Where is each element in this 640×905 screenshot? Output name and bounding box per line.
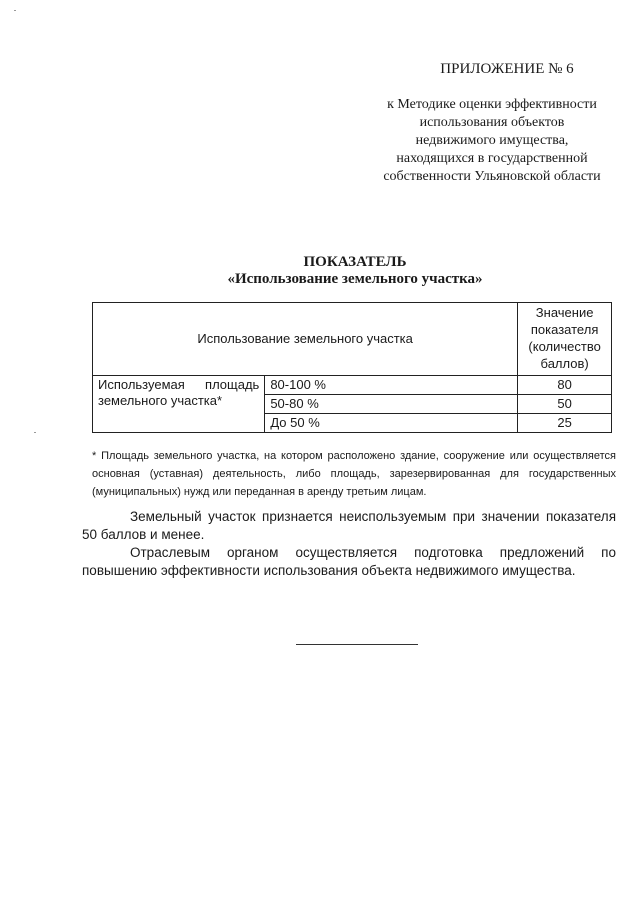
- indicator-table: [92, 302, 612, 433]
- appendix-line: недвижимого имущества,: [415, 133, 569, 148]
- appendix-title: ПРИЛОЖЕНИЕ № 6: [440, 61, 574, 77]
- paragraph: Отраслевым органом осуществляется подготовка предложений по повышению эффективности использования объекта недвижимого имущества.: [82, 545, 616, 578]
- header-main-cell: Использование земельного участка: [93, 303, 518, 376]
- footnote: * Площадь земельного участка, на котором расположено здание, сооружение или осуществляется основная (уставная) деятельность, либо площадь, зарезервированная для государственных (муниципальных) нужд или переданная в аренду третьим лицам.: [92, 450, 616, 498]
- appendix-header: [372, 60, 612, 186]
- scan-speck: [14, 10, 16, 11]
- title-line-1: ПОКАЗАТЕЛЬ: [303, 254, 407, 270]
- body-text: [82, 508, 616, 580]
- score-cell: 80: [518, 376, 612, 395]
- header-value-cell: Значение показателя (количество баллов): [518, 303, 612, 376]
- title-line-2: «Использование земельного участка»: [227, 271, 483, 287]
- document-title: [0, 254, 640, 288]
- range-cell: До 50 %: [265, 414, 518, 433]
- table-row: [93, 376, 612, 395]
- score-cell: 25: [518, 414, 612, 433]
- separator-line: [296, 644, 418, 645]
- row-label-cell: Используемая площадь земельного участка*: [93, 376, 265, 433]
- scan-speck: [34, 432, 36, 433]
- range-cell: 50-80 %: [265, 395, 518, 414]
- appendix-line: собственности Ульяновской области: [383, 169, 601, 184]
- paragraph: Земельный участок признается неиспользуемым при значении показателя 50 баллов и менее.: [82, 509, 616, 542]
- appendix-line: использования объектов: [419, 115, 565, 130]
- appendix-line: к Методике оценки эффективности: [387, 97, 597, 112]
- table-header-row: [93, 303, 612, 376]
- score-cell: 50: [518, 395, 612, 414]
- appendix-line: находящихся в государственной: [396, 151, 588, 166]
- range-cell: 80-100 %: [265, 376, 518, 395]
